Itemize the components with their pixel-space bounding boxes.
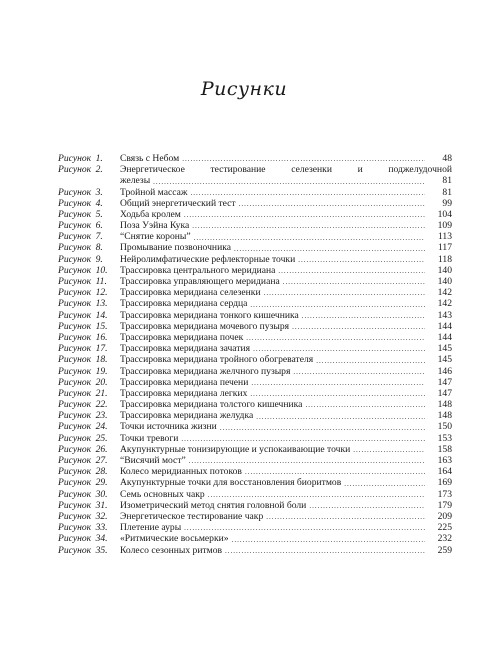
- figure-label: [58, 455, 120, 466]
- figure-title: Точки источника жизни: [120, 421, 217, 433]
- figure-word: Рисунок: [58, 343, 92, 355]
- figure-number: 25.: [95, 432, 108, 444]
- figure-word: Рисунок: [58, 399, 92, 411]
- figure-title: Общий энергетический тест: [120, 197, 236, 209]
- leader-dots: [278, 267, 425, 276]
- figure-label: [58, 533, 120, 544]
- figure-word: Рисунок: [58, 477, 92, 489]
- figure-number: 34.: [95, 533, 108, 545]
- figure-word: Рисунок: [58, 276, 92, 288]
- list-item: [58, 209, 452, 220]
- figure-number: 17.: [95, 343, 108, 355]
- leader-dots: [256, 413, 425, 422]
- page-number: 225: [437, 522, 452, 534]
- figure-label: [58, 321, 120, 332]
- figure-title: Энергетическое тестирование чакр: [120, 510, 264, 522]
- figure-number: 15.: [95, 320, 108, 332]
- list-item: [58, 366, 452, 377]
- leader-dots: [250, 390, 425, 399]
- figure-number: 33.: [95, 522, 108, 534]
- figure-number: 13.: [95, 298, 108, 310]
- figure-label: [58, 477, 120, 488]
- figure-title: Трассировка управляющего меридиана: [120, 276, 280, 288]
- list-item: [58, 545, 452, 556]
- figure-number: 22.: [95, 399, 108, 411]
- figure-number: 26.: [95, 443, 108, 455]
- figure-word: Рисунок: [58, 510, 92, 522]
- figure-title: Трассировка меридиана толстого кишечника: [120, 399, 303, 411]
- list-item: [58, 187, 452, 198]
- figure-label: [58, 298, 120, 309]
- figure-label: [58, 466, 120, 477]
- page-number: 163: [437, 455, 452, 467]
- figure-title: Энергетическое тестирование селезенки и поджелудочной: [120, 164, 452, 176]
- list-item: [58, 511, 452, 522]
- figure-label: [58, 276, 120, 287]
- list-item: [58, 321, 452, 332]
- figure-title: Трассировка меридиана почек: [120, 331, 244, 343]
- page-number: 109: [437, 220, 452, 232]
- figure-word: Рисунок: [58, 152, 92, 164]
- figure-number: 19.: [95, 365, 108, 377]
- list-item: [58, 477, 452, 488]
- figure-label: [58, 421, 120, 432]
- figure-label: [58, 343, 120, 354]
- list-item: [58, 153, 452, 164]
- figure-number: 1.: [95, 152, 103, 164]
- leader-dots: [293, 368, 425, 377]
- list-item: [58, 354, 452, 365]
- list-item: [58, 410, 452, 421]
- list-item: [58, 276, 452, 287]
- figure-title: Изометрический метод снятия головной боли: [120, 499, 307, 511]
- figure-number: 18.: [95, 354, 108, 366]
- leader-dots: [232, 536, 425, 545]
- leader-dots: [184, 524, 425, 533]
- page-number: 146: [437, 365, 452, 377]
- figure-word: Рисунок: [58, 231, 92, 243]
- figure-label: [58, 153, 120, 164]
- figure-number: 27.: [95, 455, 108, 467]
- page-number: 81: [442, 175, 452, 187]
- figure-title: Трассировка центрального меридиана: [120, 264, 276, 276]
- figure-label: [58, 198, 120, 209]
- figure-label: [58, 209, 120, 220]
- leader-dots: [316, 357, 425, 366]
- figure-word: Рисунок: [58, 443, 92, 455]
- list-item: [58, 198, 452, 209]
- figure-title: Акупунктурные тонизирующие и успокаивающие точки: [120, 443, 351, 455]
- list-item: [58, 254, 452, 265]
- list-item: [58, 310, 452, 321]
- page-number: 99: [442, 197, 452, 209]
- list-item: [58, 422, 452, 433]
- leader-dots: [309, 502, 425, 511]
- page-number: 142: [437, 298, 452, 310]
- leader-dots: [220, 424, 425, 433]
- list-item: [58, 243, 452, 254]
- figure-word: Рисунок: [58, 220, 92, 232]
- figure-number: 12.: [95, 287, 108, 299]
- page-number: 113: [437, 231, 452, 243]
- figure-label: [58, 354, 120, 365]
- figure-number: 6.: [95, 220, 103, 232]
- figure-title: Трассировка меридиана мочевого пузыря: [120, 320, 290, 332]
- page-number: 158: [437, 443, 452, 455]
- list-item: [58, 287, 452, 298]
- figure-number: 29.: [95, 477, 108, 489]
- figure-number: 2.: [95, 164, 103, 176]
- figure-word: Рисунок: [58, 410, 92, 422]
- figure-title: Трассировка меридиана желчного пузыря: [120, 365, 291, 377]
- figure-number: 31.: [95, 499, 108, 511]
- list-item: [58, 220, 452, 231]
- figure-word: Рисунок: [58, 466, 92, 478]
- figure-label: [58, 265, 120, 276]
- leader-dots: [251, 379, 425, 388]
- figures-list: [58, 153, 452, 556]
- figure-word: Рисунок: [58, 421, 92, 433]
- figure-word: Рисунок: [58, 309, 92, 321]
- page-number: 143: [437, 309, 452, 321]
- page-number: 148: [437, 399, 452, 411]
- list-item: [58, 332, 452, 343]
- list-item: [58, 343, 452, 354]
- list-item: [58, 444, 452, 455]
- leader-dots: [253, 345, 425, 354]
- figure-number: 11.: [95, 276, 107, 288]
- figure-number: 4.: [95, 197, 103, 209]
- figure-number: 28.: [95, 466, 108, 478]
- figure-word: Рисунок: [58, 242, 92, 254]
- list-item: [58, 164, 452, 175]
- figure-label: [58, 433, 120, 444]
- leader-dots: [283, 278, 425, 287]
- page-number: 147: [437, 387, 452, 399]
- figure-label: [58, 242, 120, 253]
- page-number: 142: [437, 287, 452, 299]
- leader-dots: [208, 491, 425, 500]
- figure-word: Рисунок: [58, 365, 92, 377]
- figure-label: [58, 545, 120, 556]
- figure-label: [58, 444, 120, 455]
- leader-dots: [189, 457, 425, 466]
- leader-dots: [194, 234, 425, 243]
- page-number: 144: [437, 331, 452, 343]
- figure-label: [58, 522, 120, 533]
- leader-dots: [344, 480, 425, 489]
- figure-label: [58, 489, 120, 500]
- page-number: 150: [437, 421, 452, 433]
- figure-label: [58, 231, 120, 242]
- page-number: 145: [437, 343, 452, 355]
- figure-number: 16.: [95, 331, 108, 343]
- figure-number: 7.: [95, 231, 103, 243]
- figure-label: [58, 187, 120, 198]
- leader-dots: [264, 289, 425, 298]
- figure-word: Рисунок: [58, 287, 92, 299]
- figure-number: 24.: [95, 421, 108, 433]
- figure-word: Рисунок: [58, 320, 92, 332]
- figure-label: [58, 332, 120, 343]
- page-number: 118: [437, 253, 452, 265]
- figure-word: Рисунок: [58, 164, 92, 176]
- figure-number: 23.: [95, 410, 108, 422]
- figure-label: [58, 254, 120, 265]
- figure-word: Рисунок: [58, 253, 92, 265]
- figure-word: Рисунок: [58, 298, 92, 310]
- leader-dots: [153, 178, 425, 187]
- figure-number: 10.: [95, 264, 108, 276]
- page-number: 104: [437, 208, 452, 220]
- page-number: 173: [437, 488, 452, 500]
- leader-dots: [250, 301, 425, 310]
- leader-dots: [225, 547, 425, 556]
- figure-number: 30.: [95, 488, 108, 500]
- figure-title: Трассировка меридиана тройного обогревателя: [120, 354, 314, 366]
- page-number: 259: [437, 544, 452, 556]
- figure-label: [58, 220, 120, 231]
- figure-title: Плетение ауры: [120, 522, 182, 534]
- leader-dots: [182, 155, 425, 164]
- figure-title: Точки тревоги: [120, 432, 179, 444]
- figure-word: Рисунок: [58, 376, 92, 388]
- page-number: 179: [437, 499, 452, 511]
- figure-word: Рисунок: [58, 522, 92, 534]
- leader-dots: [246, 334, 425, 343]
- figure-label: [58, 410, 120, 421]
- figure-title: Трассировка меридиана селезенки: [120, 287, 261, 299]
- figure-title: Нейролимфатические рефлекторные точки: [120, 253, 296, 265]
- list-item: [58, 399, 452, 410]
- list-item: [58, 433, 452, 444]
- leader-dots: [190, 189, 425, 198]
- figure-word: Рисунок: [58, 432, 92, 444]
- figure-title: Семь основных чакр: [120, 488, 205, 500]
- figure-label: [58, 500, 120, 511]
- figure-title: Колесо сезонных ритмов: [120, 544, 223, 556]
- figure-title: Поза Уэйна Кука: [120, 220, 190, 232]
- figure-title: Промывание позвоночника: [120, 242, 231, 254]
- page-number: 81: [442, 186, 452, 198]
- figure-number: 9.: [95, 253, 103, 265]
- figure-word: Рисунок: [58, 387, 92, 399]
- leader-dots: [353, 446, 425, 455]
- figure-word: Рисунок: [58, 264, 92, 276]
- figure-word: Рисунок: [58, 544, 92, 556]
- figure-label: [58, 287, 120, 298]
- page-number: 148: [437, 410, 452, 422]
- figure-title: «Ритмические восьмерки»: [120, 533, 229, 545]
- list-item: [58, 455, 452, 466]
- figure-title: “Снятие короны”: [120, 231, 191, 243]
- figure-title: “Висячий мост”: [120, 455, 186, 467]
- page-number: 144: [437, 320, 452, 332]
- leader-dots: [192, 222, 425, 231]
- figure-label: [58, 388, 120, 399]
- page-number: 153: [437, 432, 452, 444]
- figure-label: [58, 377, 120, 388]
- figure-title: Трассировка меридиана желудка: [120, 410, 254, 422]
- figure-title: Акупунктурные точки для восстановления биоритмов: [120, 477, 342, 489]
- list-item: [58, 489, 452, 500]
- figure-word: Рисунок: [58, 208, 92, 220]
- figure-word: Рисунок: [58, 488, 92, 500]
- list-item: [58, 522, 452, 533]
- list-item: [58, 377, 452, 388]
- list-item: [58, 533, 452, 544]
- leader-dots: [298, 256, 425, 265]
- page-number: 232: [437, 533, 452, 545]
- page-number: 209: [437, 510, 452, 522]
- list-item: [58, 466, 452, 477]
- figure-word: Рисунок: [58, 331, 92, 343]
- list-item: [58, 265, 452, 276]
- page-number: 48: [442, 152, 452, 164]
- figure-word: Рисунок: [58, 197, 92, 209]
- figure-word: Рисунок: [58, 354, 92, 366]
- figure-title: Трассировка меридиана легких: [120, 387, 248, 399]
- figure-title: Тройной массаж: [120, 186, 188, 198]
- figure-number: 35.: [95, 544, 108, 556]
- figure-number: 8.: [95, 242, 103, 254]
- leader-dots: [292, 323, 425, 332]
- figure-label: [58, 366, 120, 377]
- figure-label: [58, 399, 120, 410]
- list-item-continuation: [58, 175, 452, 186]
- list-item: [58, 500, 452, 511]
- page-number: 147: [437, 376, 452, 388]
- page-number: 140: [437, 264, 452, 276]
- list-item: [58, 388, 452, 399]
- figure-number: 21.: [95, 387, 108, 399]
- figure-word: Рисунок: [58, 533, 92, 545]
- page-number: 140: [437, 276, 452, 288]
- figure-word: Рисунок: [58, 455, 92, 467]
- list-item: [58, 298, 452, 309]
- leader-dots: [239, 200, 425, 209]
- figure-word: Рисунок: [58, 499, 92, 511]
- page-number: 169: [437, 477, 452, 489]
- figure-word: Рисунок: [58, 186, 92, 198]
- figure-label: [58, 511, 120, 522]
- figure-number: 14.: [95, 309, 108, 321]
- page-number: 117: [437, 242, 452, 254]
- figure-label: [58, 164, 120, 175]
- page-title: Рисунки: [200, 78, 288, 100]
- list-item: [58, 231, 452, 242]
- figure-number: 20.: [95, 376, 108, 388]
- figure-number: 5.: [95, 208, 103, 220]
- leader-dots: [266, 513, 425, 522]
- figure-title: Связь с Небом: [120, 152, 180, 164]
- leader-dots: [234, 245, 425, 254]
- figure-title: Трассировка меридиана сердца: [120, 298, 248, 310]
- leader-dots: [181, 435, 425, 444]
- figure-number: 32.: [95, 510, 108, 522]
- figure-title: Ходьба кролем: [120, 208, 181, 220]
- page-number: 164: [437, 466, 452, 478]
- figure-title: Колесо меридианных потоков: [120, 466, 242, 478]
- figure-title-continued: железы: [120, 175, 151, 187]
- figure-title: Трассировка меридиана печени: [120, 376, 249, 388]
- figure-title: Трассировка меридиана тонкого кишечника: [120, 309, 299, 321]
- figure-label: [58, 310, 120, 321]
- figure-title: Трассировка меридиана зачатия: [120, 343, 251, 355]
- page-number: 145: [437, 354, 452, 366]
- leader-dots: [305, 401, 425, 410]
- leader-dots: [302, 312, 425, 321]
- leader-dots: [184, 211, 425, 220]
- leader-dots: [245, 468, 425, 477]
- figure-number: 3.: [95, 186, 103, 198]
